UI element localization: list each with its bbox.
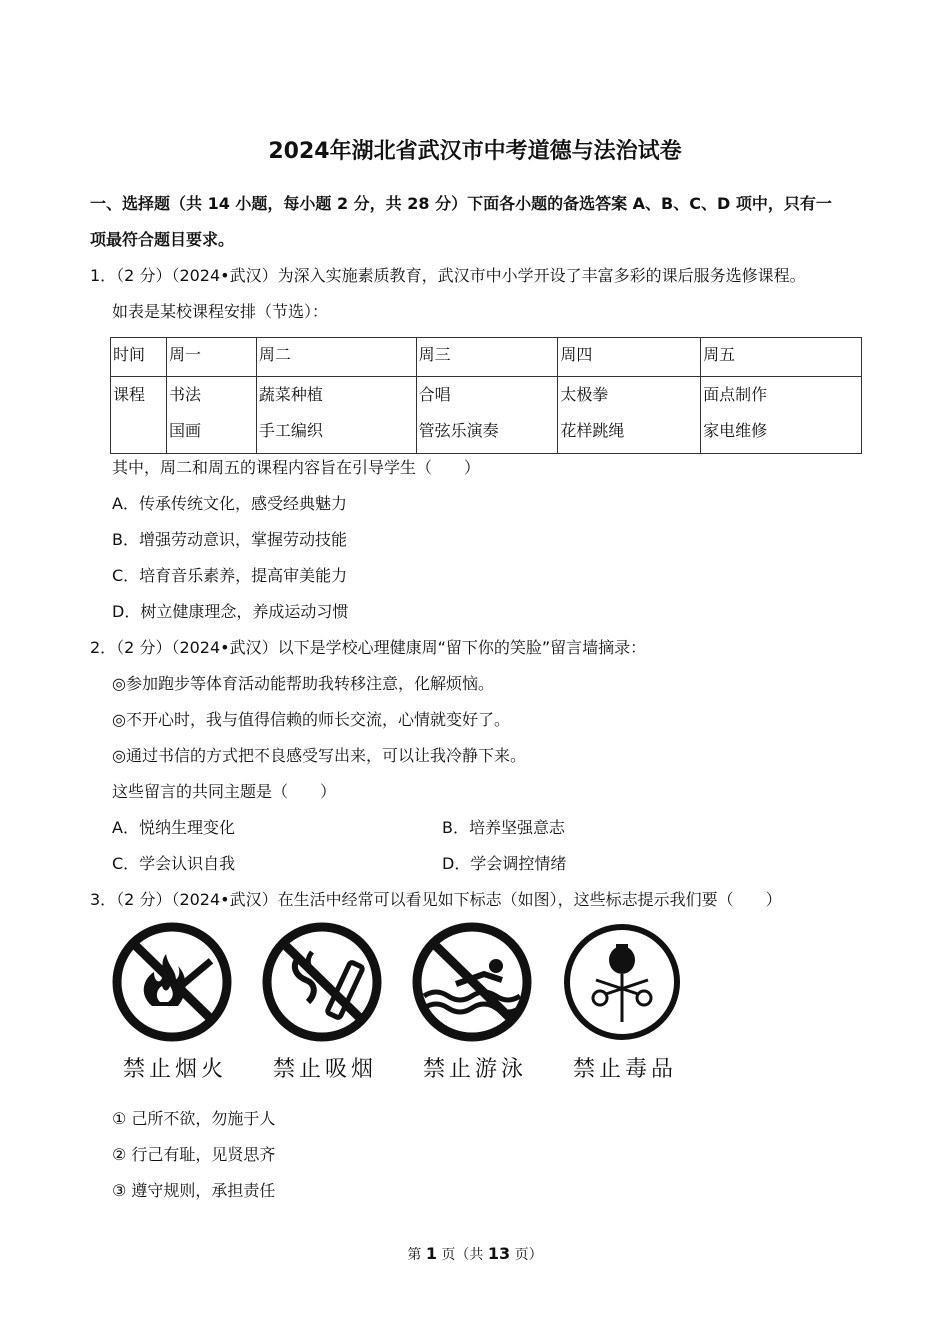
section-heading-line2: 项最符合题目要求。 xyxy=(90,230,235,249)
no-drugs-icon xyxy=(560,922,690,1047)
page-title: 2024年湖北省武汉市中考道德与法治试卷 xyxy=(268,139,682,164)
prohibition-signs-figure xyxy=(110,922,690,1090)
q2-option-c: C．学会认识自我 xyxy=(112,854,236,873)
sign-no-drugs xyxy=(560,922,690,1090)
q2-note-3: ◎通过书信的方式把不良感受写出来，可以让我冷静下来。 xyxy=(112,746,526,765)
q1-intro: 如表是某校课程安排（节选）： xyxy=(112,302,329,321)
footer-middle: 页（共 xyxy=(436,1247,488,1263)
q1-stem: 1．（2 分）（2024•武汉）为深入实施素质教育，武汉市中小学开设了丰富多彩的课后服务选修课程。 xyxy=(90,266,806,285)
table-row-label: 课程 xyxy=(111,377,167,454)
q1-option-b: B．增强劳动意识，掌握劳动技能 xyxy=(112,530,347,549)
q1-option-a: A．传承传统文化，感受经典魅力 xyxy=(112,494,347,513)
q2-note-1: ◎参加跑步等体育活动能帮助我转移注意，化解烦恼。 xyxy=(112,674,494,693)
sign-no-smoking xyxy=(260,922,390,1090)
table-header-cell: 时间 xyxy=(111,338,167,377)
q3-item-1: ① 己所不欲，勿施于人 xyxy=(112,1109,276,1128)
sign-label: 禁止吸烟 xyxy=(272,1057,377,1082)
no-swimming-icon xyxy=(410,922,540,1047)
course-name: 手工编织 xyxy=(258,421,323,440)
q3-item-3: ③ 遵守规则，承担责任 xyxy=(112,1181,276,1200)
sign-label: 禁止烟火 xyxy=(122,1057,227,1082)
table-header-cell: 周二 xyxy=(256,338,416,377)
course-name: 太极拳 xyxy=(560,385,609,404)
footer-suffix: 页） xyxy=(510,1247,543,1263)
table-cell xyxy=(166,377,256,454)
sign-label: 禁止毒品 xyxy=(572,1057,677,1082)
q2-option-d: D．学会调控情绪 xyxy=(442,854,567,873)
course-schedule-table xyxy=(110,337,862,454)
table-row xyxy=(111,377,862,454)
sign-label: 禁止游泳 xyxy=(422,1057,527,1082)
no-smoking-icon xyxy=(260,922,390,1047)
page-total: 13 xyxy=(487,1244,511,1263)
course-name: 书法 xyxy=(168,385,201,404)
course-name: 面点制作 xyxy=(703,385,768,404)
table-cell xyxy=(701,377,862,454)
course-name: 家电维修 xyxy=(703,421,768,440)
q2-question: 这些留言的共同主题是（ ） xyxy=(112,782,337,801)
table-header-cell: 周四 xyxy=(558,338,701,377)
section-heading-line1: 一、选择题（共 14 小题，每小题 2 分，共 28 分）下面各小题的备选答案 A、B、C、D 项中，只有一 xyxy=(90,194,832,213)
table-cell xyxy=(416,377,558,454)
q2-stem: 2．（2 分）（2024•武汉）以下是学校心理健康周“留下你的笑脸”留言墙摘录： xyxy=(90,638,647,657)
footer-prefix: 第 xyxy=(407,1247,426,1263)
sign-no-swimming xyxy=(410,922,540,1090)
course-name: 合唱 xyxy=(418,385,451,404)
q1-option-d: D．树立健康理念，养成运动习惯 xyxy=(112,602,349,621)
q1-question: 其中，周二和周五的课程内容旨在引导学生（ ） xyxy=(112,458,481,477)
q1-option-c: C．培育音乐素养，提高审美能力 xyxy=(112,566,348,585)
sign-no-fire xyxy=(110,922,240,1090)
page-footer xyxy=(0,1244,950,1264)
q2-option-a: A．悦纳生理变化 xyxy=(112,818,235,837)
table-header-cell: 周三 xyxy=(416,338,558,377)
q3-item-2: ② 行己有耻，见贤思齐 xyxy=(112,1145,276,1164)
no-fire-icon xyxy=(110,922,240,1047)
table-cell xyxy=(256,377,416,454)
course-name: 花样跳绳 xyxy=(560,421,625,440)
course-name: 管弦乐演奏 xyxy=(418,421,499,440)
table-header-cell: 周一 xyxy=(166,338,256,377)
table-header-cell: 周五 xyxy=(701,338,862,377)
q2-option-b: B．培养坚强意志 xyxy=(442,818,565,837)
course-name: 蔬菜种植 xyxy=(258,385,323,404)
table-cell xyxy=(558,377,701,454)
course-name: 国画 xyxy=(168,421,201,440)
table-header-row xyxy=(111,338,862,377)
q2-note-2: ◎不开心时，我与值得信赖的师长交流，心情就变好了。 xyxy=(112,710,510,729)
page-number: 1 xyxy=(425,1244,437,1263)
q3-stem: 3．（2 分）（2024•武汉）在生活中经常可以看见如下标志（如图），这些标志提示我们要（ ） xyxy=(90,890,782,909)
